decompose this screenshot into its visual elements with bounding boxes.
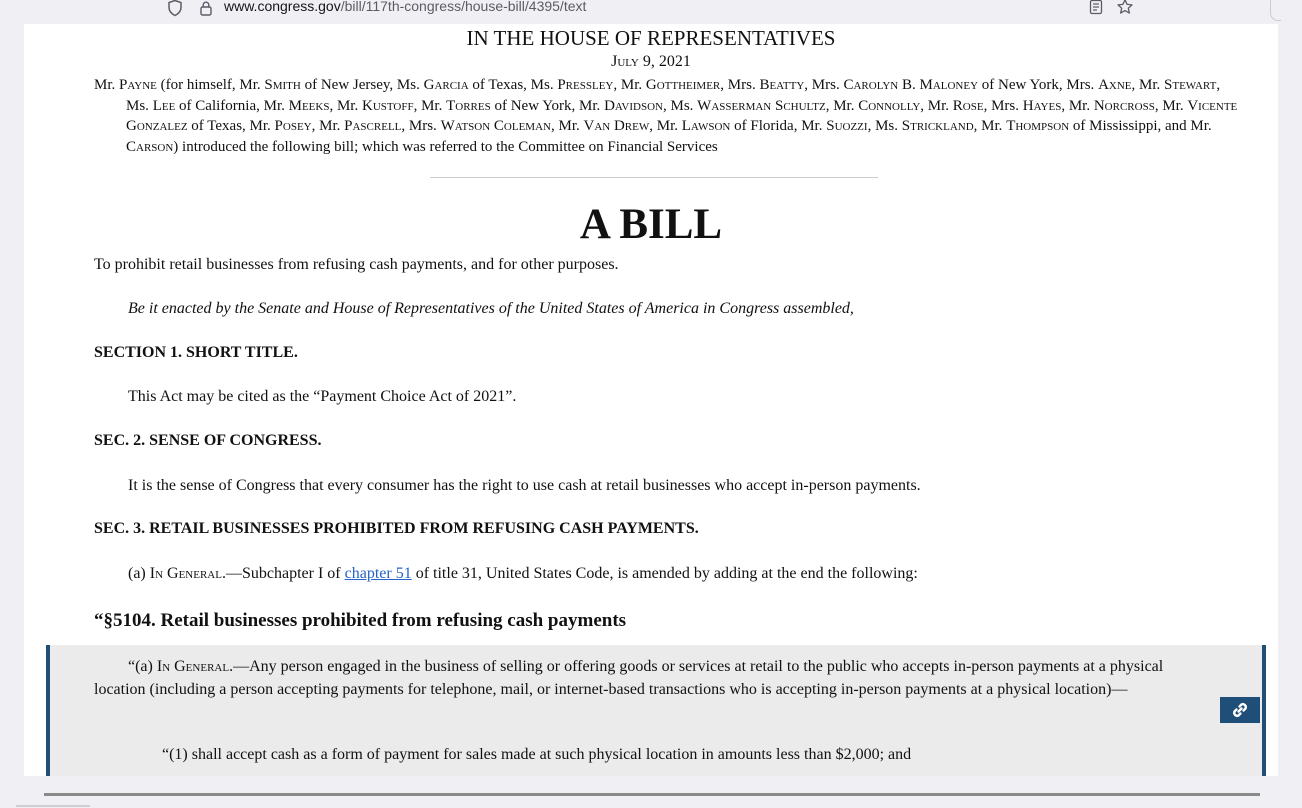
subsection-label: In General xyxy=(149,565,222,582)
subsection-text-after: of title 31, United States Code, is amended by adding at the end the following: xyxy=(411,565,918,582)
reader-view-icon[interactable] xyxy=(1088,0,1104,15)
subsection-prefix: (a) xyxy=(128,565,150,582)
enacting-clause: Be it enacted by the Senate and House of Representatives of the United States of America in Congress assembled, xyxy=(128,300,854,317)
link-icon xyxy=(1230,700,1250,720)
chapter-51-link[interactable]: chapter 51 xyxy=(344,565,412,582)
lock-icon[interactable] xyxy=(198,0,214,16)
bill-heading: A BILL xyxy=(579,201,723,248)
introduced-date: July 9, 2021 xyxy=(611,53,691,70)
section-1-text: This Act may be cited as the “Payment Choice Act of 2021”. xyxy=(128,388,517,405)
section-3-subsection-a xyxy=(128,565,918,583)
section-2-heading: SEC. 2. SENSE OF CONGRESS. xyxy=(94,432,322,449)
bookmark-star-icon[interactable] xyxy=(1116,0,1134,16)
quoted-subsection-a xyxy=(94,656,1194,702)
permalink-button[interactable] xyxy=(1220,697,1260,723)
quoted-prefix: “(a) xyxy=(128,658,157,675)
section-1-heading: SECTION 1. SHORT TITLE. xyxy=(94,344,298,361)
sponsors-paragraph: Mr. Payne (for himself, Mr. Smith of New Jersey, Ms. Garcia of Texas, Ms. Pressley, Mr. Gottheimer, Mrs. Beatty, Mrs. Carolyn B. Maloney of New York, Mrs. Axne, Mr. Stewart, Ms. Lee of California, Mr. Meeks, Mr. Kustoff, Mr. Torres of New York, Mr. Davidson, Ms. Wasserman Schultz, Mr. Connolly, Mr. Rose, Mrs. Hayes, Mr. Norcross, Mr. Vicente Gonzalez of Texas, Mr. Posey, Mr. Pascrell, Mrs. Watson Coleman, Mr. Van Drew, Mr. Lawson of Florida, Mr. Suozzi, Ms. Strickland, Mr. Thompson of Mississippi, and Mr. Carson) introduced the following bill; which was referred to the Committee on Financial Services xyxy=(94,77,1238,156)
bottom-edge xyxy=(16,805,90,807)
section-2-text: It is the sense of Congress that every consumer has the right to use cash at retail businesses who accept in-person payments. xyxy=(128,477,921,494)
chamber-heading: IN THE HOUSE OF REPRESENTATIVES xyxy=(466,26,836,50)
inserted-section-title: “§5104. Retail businesses prohibited from refusing cash payments xyxy=(94,610,627,631)
address-bar[interactable] xyxy=(158,0,1142,20)
divider xyxy=(430,177,878,178)
url-path: /bill/117th-congress/house-bill/4395/text xyxy=(340,0,587,14)
quoted-text: .—Any person engaged in the business of selling or offering goods or services at retail to the public who accepts in-person payments at a physical location (including a person accepting payments for telephone, mail, or internet-based transactions who is accepting in-person payments at a physical location)— xyxy=(94,658,1164,698)
bill-purpose: To prohibit retail businesses from refusing cash payments, and for other purposes. xyxy=(94,256,619,273)
quoted-label: In General xyxy=(156,658,230,675)
toolbar-edge xyxy=(1270,0,1281,21)
quoted-item-1: “(1) shall accept cash as a form of payment for sales made at such physical location in amounts less than $2,000; and xyxy=(162,746,912,763)
quoted-text-block xyxy=(46,645,1266,776)
sponsors-referral: introduced the following bill; which was referred to the Committee on Financial Services xyxy=(182,139,718,156)
shield-icon[interactable] xyxy=(166,0,184,17)
horizontal-scrollbar[interactable] xyxy=(44,793,1260,796)
section-3-heading: SEC. 3. RETAIL BUSINESSES PROHIBITED FROM REFUSING CASH PAYMENTS. xyxy=(94,520,699,537)
subsection-text-before: .—Subchapter I of xyxy=(221,565,345,582)
bill-text-page xyxy=(24,24,1278,776)
url-host: www.congress.gov xyxy=(224,0,341,14)
url-text[interactable] xyxy=(224,0,586,14)
